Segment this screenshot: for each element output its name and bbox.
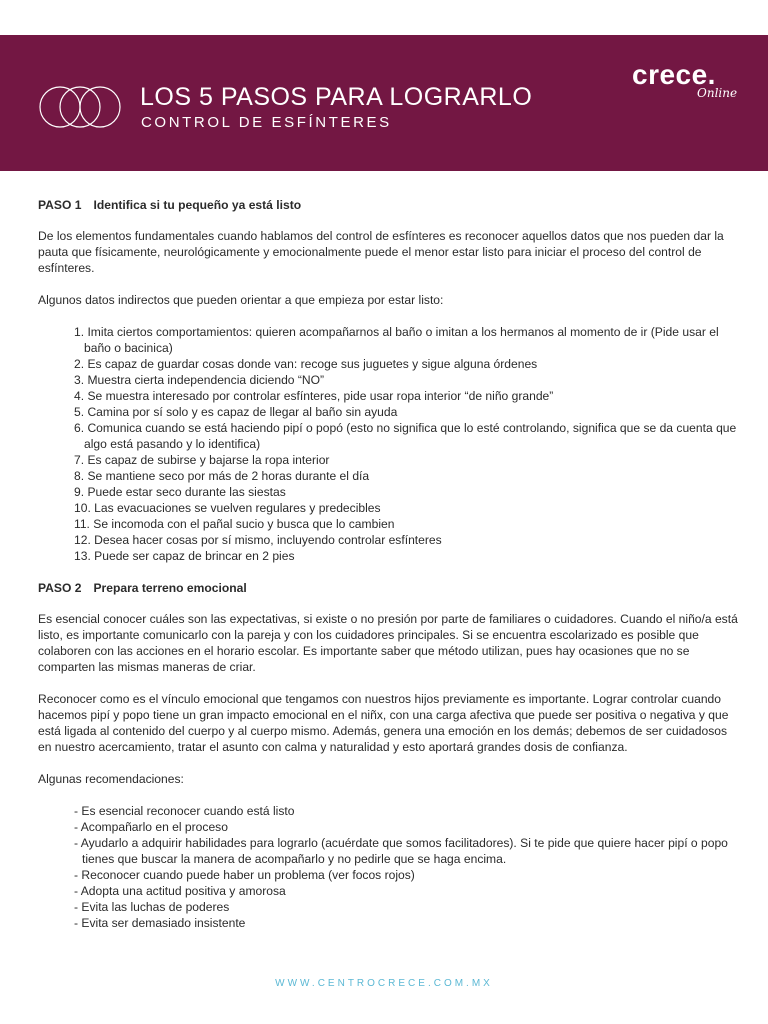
list-item: 5. Camina por sí solo y es capaz de llegar al baño sin ayuda <box>74 405 398 419</box>
list-item: 9. Puede estar seco durante las siestas <box>74 485 286 499</box>
list-item: - Adopta una actitud positiva y amorosa <box>74 884 286 898</box>
paragraph: De los elementos fundamentales cuando hablamos del control de esfínteres es reconocer aquellos datos que nos pueden dar la pauta que físicamente, neurológicamente y emocionalmente puede el menor estar listo para iniciar el proceso del control de esfínteres. <box>38 229 724 275</box>
list-item: 2. Es capaz de guardar cosas donde van: recoge sus juguetes y sigue alguna órdenes <box>74 357 538 371</box>
recommendations-list <box>38 803 738 931</box>
rings-logo-icon <box>38 85 122 129</box>
list-item: 3. Muestra cierta independencia diciendo “NO” <box>74 373 325 387</box>
list-item: - Acompañarlo en el proceso <box>74 820 228 834</box>
list-item: - Evita las luchas de poderes <box>74 900 230 914</box>
readiness-signs-list <box>38 324 738 564</box>
page-title: LOS 5 PASOS PARA LOGRARLO <box>140 83 533 111</box>
list-item: - Evita ser demasiado insistente <box>74 916 246 930</box>
list-item: 1. Imita ciertos comportamientos: quieren acompañarnos al baño o imitan a los hermanos al momento de ir (Pide usar el baño o bacinica) <box>74 325 719 355</box>
footer-url: WWW.CENTROCRECE.COM.MX <box>275 978 493 989</box>
list-item: - Es esencial reconocer cuando está listo <box>74 804 295 818</box>
section-heading-paso1 <box>38 197 738 213</box>
page-subtitle: CONTROL DE ESFÍNTERES <box>141 114 392 131</box>
list-item: - Ayudarlo a adquirir habilidades para lograrlo (acuérdate que somos facilitadores). Si te pide que quiere hacer pipí o popo tienes que buscar la manera de acompañarlo y no pedirle que se haga encima. <box>74 836 728 866</box>
list-item: 12. Desea hacer cosas por sí mismo, incluyendo controlar esfínteres <box>74 533 442 547</box>
list-item: 13. Puede ser capaz de brincar en 2 pies <box>74 549 295 563</box>
section-title: Prepara terreno emocional <box>93 581 247 595</box>
paragraph: Reconocer como es el vínculo emocional que tengamos con nuestros hijos previamente es importante. Lograr controlar cuando hacemos pipí y popo tiene un gran impacto emocional en el niñx, con una carga afectiva que puede ser positiva o negativa y que está ligada al contenido del cuerpo y al cuerpo mismo. Además, genera una emoción en los demás; debemos de ser cuidadosos en nuestro acercamiento, tratar el asunto con calma y naturalidad y esto aportará grandes dosis de confianza. <box>38 692 729 754</box>
paragraph: Algunas recomendaciones: <box>38 772 184 786</box>
paragraph: Es esencial conocer cuáles son las expectativas, si existe o no presión por parte de familiares o cuidadores. Cuando el niño/a está listo, es importante comunicarlo con la pareja y con los cuidadores principales. Si se encuentra escolarizado es posible que colaboren con las acciones en el horario escolar. Es importante saber que método utilizan, pues hay ocasiones que no se comparten las mismas maneras de criar. <box>38 612 738 674</box>
page-header <box>0 35 768 171</box>
brand-logo-sub: Online <box>697 86 738 100</box>
document-body <box>38 197 738 931</box>
list-item: 7. Es capaz de subirse y bajarse la ropa interior <box>74 453 330 467</box>
top-margin <box>0 0 768 35</box>
list-item: - Reconocer cuando puede haber un problema (ver focos rojos) <box>74 868 415 882</box>
section-number: PASO 2 <box>38 581 82 595</box>
section-heading-paso2 <box>38 580 738 596</box>
list-item: 8. Se mantiene seco por más de 2 horas durante el día <box>74 469 370 483</box>
paragraph: Algunos datos indirectos que pueden orientar a que empieza por estar listo: <box>38 293 444 307</box>
section-number: PASO 1 <box>38 198 82 212</box>
section-title: Identifica si tu pequeño ya está listo <box>93 198 302 212</box>
list-item: 4. Se muestra interesado por controlar esfínteres, pide usar ropa interior “de niño grande” <box>74 389 554 403</box>
list-item: 10. Las evacuaciones se vuelven regulares y predecibles <box>74 501 381 515</box>
list-item: 11. Se incomoda con el pañal sucio y busca que lo cambien <box>74 517 395 531</box>
brand-logo: crece. <box>632 59 716 90</box>
list-item: 6. Comunica cuando se está haciendo pipí o popó (esto no significa que lo esté controlando, significa que se da cuenta que algo está pasando y lo identifica) <box>74 421 737 451</box>
